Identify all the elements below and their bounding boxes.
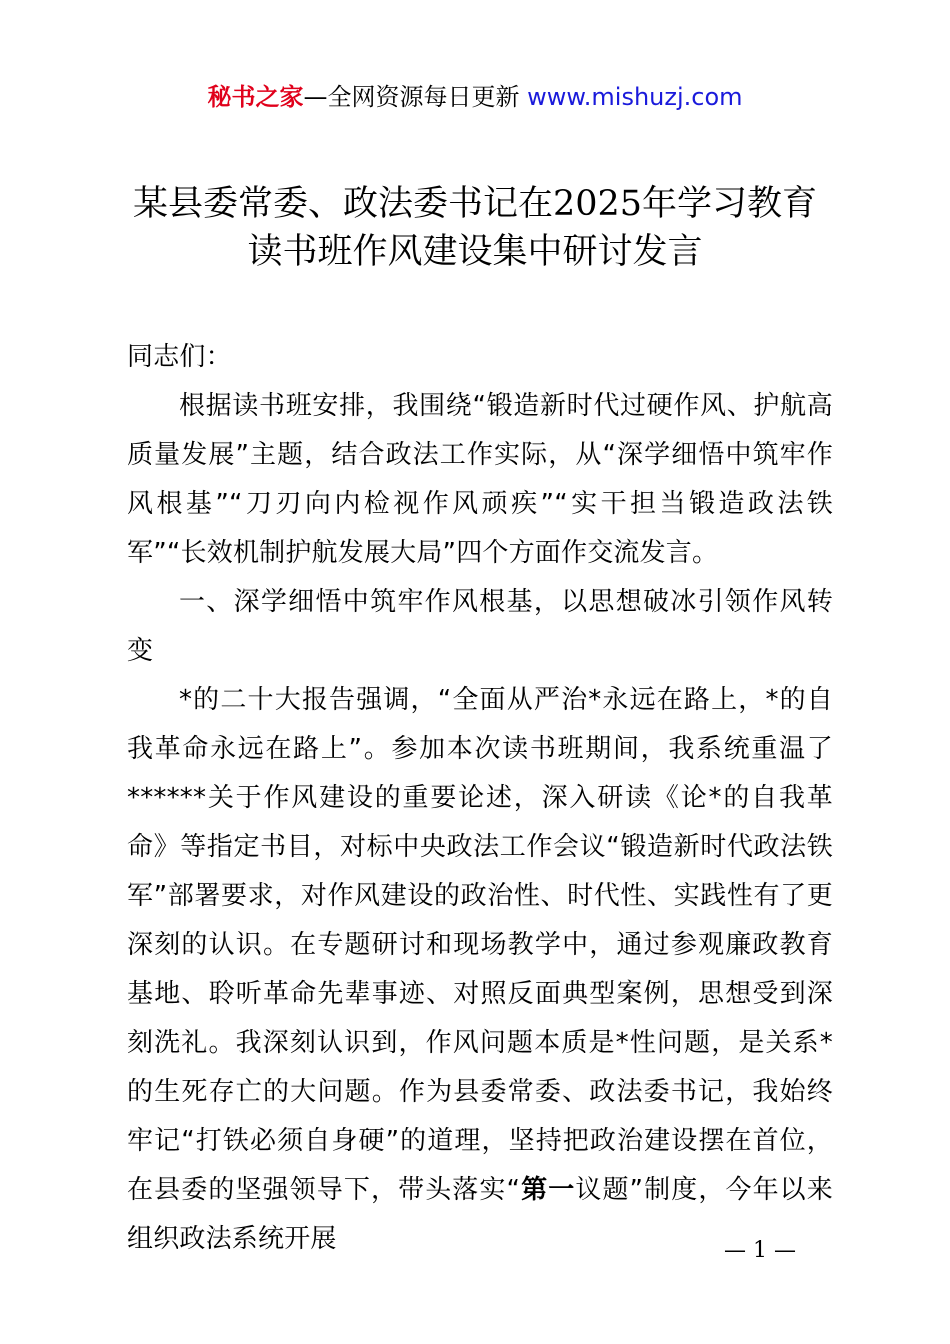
- site-header: [0, 80, 950, 114]
- document-title: [0, 180, 950, 276]
- section-1-text-end: 议题”制度，今年以来组织政法系统开展: [127, 1175, 833, 1254]
- section-1-paragraph: [127, 676, 833, 1264]
- site-url-link[interactable]: www.mishuzj.com: [527, 83, 743, 111]
- site-tagline: —全网资源每日更新: [303, 83, 528, 111]
- salutation: 同志们：: [127, 342, 232, 372]
- document-body: [127, 333, 833, 1264]
- section-1-heading: 一、深学细悟中筑牢作风根基，以思想破冰引领作风转变: [127, 587, 833, 666]
- intro-paragraph: 根据读书班安排，我围绕“锻造新时代过硬作风、护航高质量发展”主题，结合政法工作实际，从“深学细悟中筑牢作风根基”“刀刃向内检视作风顽疾”“实干担当锻造政法铁军”“长效机制护航发展大局”四个方面作交流发言。: [127, 391, 833, 568]
- title-line-2: 读书班作风建设集中研讨发言: [247, 232, 703, 272]
- title-line-1: 某县委常委、政法委书记在2025年学习教育: [132, 184, 818, 224]
- page-number: — 1 —: [724, 1238, 796, 1263]
- site-name: 秘书之家: [207, 83, 304, 111]
- section-1-text-start: *的二十大报告强调，“全面从严治*永远在路上，*的自我革命永远在路上”。参加本次读书班期间，我系统重温了******关于作风建设的重要论述，深入研读《论*的自我革命》等指定书目，对标中央政法工作会议“锻造新时代政法铁军”部署要求，对作风建设的政治性、时代性、实践性有了更深刻的认识。在专题研讨和现场教学中，通过参观廉政教育基地、聆听革命先辈事迹、对照反面典型案例，思想受到深刻洗礼。我深刻认识到，作风问题本质是*性问题，是关系*的生死存亡的大问题。作为县委常委、政法委书记，我始终牢记“打铁必须自身硬”的道理，坚持把政治建设摆在首位，在县委的坚强领导下，带头落实“: [127, 685, 833, 1205]
- section-1-bold-text: 第一: [520, 1175, 576, 1205]
